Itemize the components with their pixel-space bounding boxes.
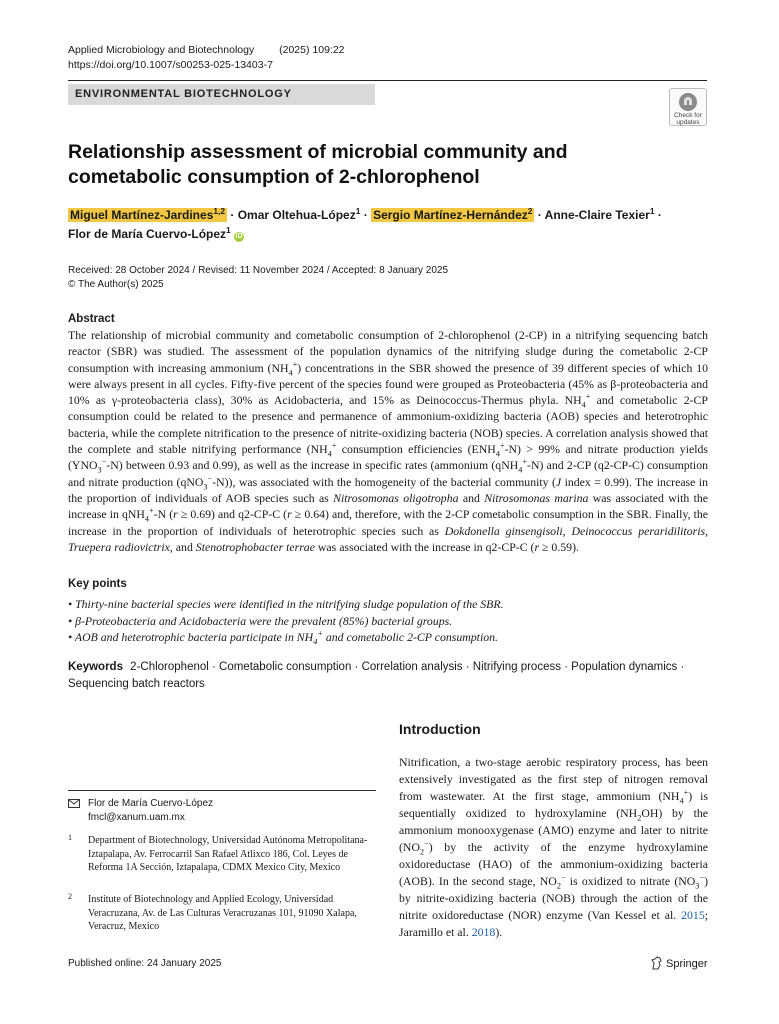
check-label-2: updates <box>676 119 700 126</box>
keywords-text: 2-Chlorophenol · Cometabolic consumption · Correlation analysis · Nitrifying process · Population dynamics · Sequencing batch reactors <box>68 661 685 690</box>
section-label: ENVIRONMENTAL BIOTECHNOLOGY <box>68 84 375 105</box>
envelope-icon <box>68 799 81 813</box>
affiliation-number: 1 <box>68 833 72 842</box>
corresponding-author <box>68 797 376 823</box>
author-name[interactable]: Miguel Martínez-Jardines$^{1,2}$ <box>70 206 226 222</box>
published-online: Published online: 24 January 2025 <box>68 958 222 969</box>
springer-horse-icon <box>651 956 663 970</box>
affiliation-text: Department of Biotechnology, Universidad Autónoma Metropolitana-Iztapalapa, Av. Ferrocarril San Rafael Atlixco 186, Col. Leyes de Reforma 1A Sección, Iztapalapa, CDMX Mexico City, Mexico <box>88 835 368 873</box>
author-name[interactable]: Sergio Martínez-Hernández$^2$ <box>373 206 533 222</box>
article-title: Relationship assessment of microbial community and cometabolic consumption of 2-chlorophenol <box>68 141 568 188</box>
affiliation-number: 2 <box>68 892 72 901</box>
key-point: • Thirty-nine bacterial species were identified in the nitrifying sludge population of the SBR. <box>68 597 504 611</box>
key-points-list <box>68 596 708 646</box>
author-name[interactable]: Anne-Claire Texier$^1$ <box>544 206 655 222</box>
author-name[interactable]: Omar Oltehua-López$^1$ <box>237 206 361 222</box>
doi-link[interactable]: https://doi.org/10.1007/s00253-025-13403-7 <box>68 59 273 71</box>
journal-line <box>68 44 345 56</box>
introduction-text: Nitrification, a two-stage aerobic respiratory process, has been extensively investigated as the first step of nitrogen removal from wastewater. At the first stage, ammonium $(NH_4^+)$ is sequentially oxidized to hydroxylamine $(NH_2OH)$ by the ammonium monooxygenase (AMO) enzyme and later to nitrite $(NO_2^-)$ by the activity of the enzyme hydroxylamine oxidoreductase (HAO) of the ammonium-oxidizing bacteria (AOB). In the second stage, $NO_2^-$ is oxidized to nitrate $(NO_3^-)$ by nitrite-oxidizing bacteria (NOB) through the action of the nitrite oxidoreductase (NOR) enzyme (Van Kessel et al. 2015; Jaramillo et al. 2018). <box>399 755 709 939</box>
keywords <box>68 659 708 693</box>
key-point: • β-Proteobacteria and Acidobacteria were the prevalent (85%) bacterial groups. <box>68 613 453 628</box>
footnote-rule <box>68 790 376 791</box>
abstract-text: The relationship of microbial community and cometabolic consumption of 2-chlorophenol (2-CP) in a nitrifying sequencing batch reactor (SBR) was studied. The assessment of the population dynamics of the nitrifying sludge during the cometabolic 2-CP consumption with increasing ammonium $(NH_4^+)$ concentrations in the SBR showed the presence of 39 different species of which 10 were always present in all cycles. Fifty-five percent of the species found were grouped as Proteobacteria (45% as β-proteobacteria and 10% as γ-proteobacteria class), 30% as Acidobacteria, and 15% as Deinococcus-Thermus phyla. $NH_4^+$ and cometabolic 2-CP consumption could be related to the presence and permanence of ammonium-oxidizing bacteria (AOB) species and heterotrophic bacteria, while the complete nitrification to the presence of nitrite-oxidizing bacteria (NOB) species. A correlation analysis showed that the complete and stable nitrifying performance ($NH_4^+$ consumption efficiencies $(ENH_4^+-N) > 99\%$ and nitrate production yields $(YNO_3^--N)$ between 0.93 and 0.99), as well as the increase in specific rates (ammonium (qNH$_4$+-N) and 2-CP (q2-CP-C) consumption and nitrate production (qNO$_3$−-N)), was associated with the homogeneity of the bacterial community (J index = 0.99). The increase in the proportion of individuals of AOB species such as Nitrosomonas oligotropha and Nitrosomonas marina was associated with the increase in qNH$_4$+-N (r ≥ 0.69) and q2-CP-C (r ≥ 0.64) and, therefore, with the 2-CP cometabolic consumption in the SBR. Finally, the increase in the proportion of individuals of heterotrophic species such as Dokdonella ginsengisoli, Deinococcus peraridilitoris, Truepera radiovictrix, and Stenotrophobacter terrae was associated with the increase in q2-CP-C (r ≥ 0.59). <box>68 328 709 554</box>
journal-name: Applied Microbiology and Biotechnology <box>68 44 255 56</box>
corresponding-name: Flor de María Cuervo-López <box>88 798 214 809</box>
orcid-icon[interactable]: iD <box>235 233 243 240</box>
key-point: • AOB and heterotrophic bacteria participate in $NH_4^+$ and cometabolic 2-CP consumption. <box>68 629 498 647</box>
citation-link[interactable]: 2018 <box>471 925 496 939</box>
publisher-logo[interactable] <box>651 956 708 970</box>
header-rule <box>68 80 707 81</box>
journal-volume: (2025) 109:22 <box>279 44 345 56</box>
key-points-heading: Key points <box>68 578 127 590</box>
check-for-updates-badge[interactable] <box>669 88 707 126</box>
check-label-1: Check for <box>674 112 702 119</box>
article-dates <box>68 264 448 292</box>
copyright: © The Author(s) 2025 <box>68 279 164 290</box>
article-history: Received: 28 October 2024 / Revised: 11 November 2024 / Accepted: 8 January 2025 <box>68 265 449 276</box>
check-updates-icon <box>677 92 699 112</box>
introduction-heading: Introduction <box>399 721 481 737</box>
affiliation-text: Institute of Biotechnology and Applied Ecology, Universidad Veracruzana, Av. de Las Culturas Veracruzanas 101, 91090 Xalapa, Veracruz, Mexico <box>88 894 357 932</box>
author-name[interactable]: Flor de María Cuervo-López$^1$ <box>68 225 231 241</box>
abstract-heading: Abstract <box>68 313 115 325</box>
corresponding-email[interactable]: fmcl@xanum.uam.mx <box>88 812 185 823</box>
citation-link[interactable]: 2015 <box>681 908 705 922</box>
author-list: Miguel Martínez-Jardines$^{1,2}$ · Omar Oltehua-López$^1$ · Sergio Martínez-Hernández$^2$ · Anne-Claire Texier$^1$ · Flor de María Cuervo-López$^1$ iD <box>68 206 662 241</box>
keywords-label: Keywords <box>68 661 123 673</box>
publisher-name: Springer <box>666 958 708 970</box>
